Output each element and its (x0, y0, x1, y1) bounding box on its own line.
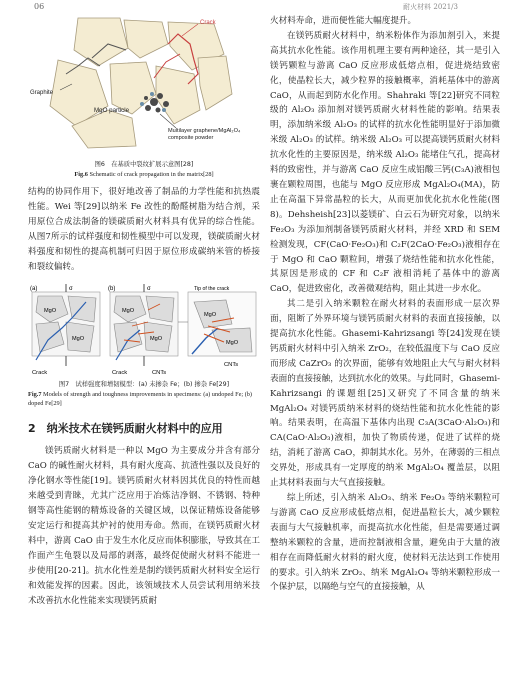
fig6-caption-cn: 图6 在基质中裂纹扩展示意图[28] (94, 161, 194, 168)
fig7-mgo-a2: MgO (72, 336, 85, 343)
fig6-caption-en-label: Fig.6 (74, 171, 88, 178)
right-column (270, 14, 500, 595)
fig7-sigma-a: σ (69, 286, 73, 293)
fig7-caption-en-label: Fig.7 (28, 391, 42, 399)
fig7-mgo-c2: MgO (226, 340, 239, 347)
fig7-caption-cn: 图7 试样强度和增韧模型：(a) 未掺杂 Fe；(b) 掺杂 Fe[29] (58, 381, 230, 389)
fig6-crack-label: Crack (200, 20, 216, 26)
fig7-mgo-c1: MgO (204, 312, 217, 319)
fig7-mgo-b2: MgO (150, 336, 163, 343)
right-paragraph-3: 其二是引入纳米颗粒在耐火材料的表面形成一层次界面，阻断了外界环境与镁钙质耐火材料的表面直接接触，以提高抗水化性能。Ghasemi-Kahrizsangi 等[24]发现在镁钙质耐火材料中引入纳米 ZrO₂，在较低温度下与 CaO 反应而形成 CaZrO₃ 的次界面，能够有效地阻止大气与耐火材料表面的直接接触，达到抗水化的效果。与此同时，Ghasemi-Kahrizsangi 的课题组[25]又研究了不同含量的纳米 MgAl₂O₄ 对镁钙质纳米材料的烧结性能和抗水化性能的影响。结果表明，在高温下基体内出现 C₃A(3CaO·Al₂O₃)和 CA(CaO·Al₂O₃)液相，加快了物质传递，促进了试样的烧结，消耗了游离 CaO，抑制其水化。另外，在薄弱的三相点交界处，形成具有一定厚度的纳米 MgAl₂O₄ 覆盖层，以阻止其材料表面与大气直接接触。 (270, 299, 500, 489)
fig7-caption-en (28, 390, 260, 408)
right-paragraph-1: 火材料寿命，进而便性能大幅度提升。 (270, 16, 417, 26)
fig7-tip-label: Tip of the crack (194, 286, 230, 293)
fig7-mgo-b1: MgO (122, 308, 135, 315)
right-paragraph-4: 综上所述，引入纳米 Al₂O₃、纳米 Fe₂O₃ 等纳米颗粒可与游离 CaO 反应形成低熔点相，促进晶粒长大，减少颗粒表面与大气接触机率，而提高抗水化性能，但是需要通过调整纳米颗粒的含量，进而控制液相含量，避免由于大量的液相存在而降低耐火材料的耐火度，使材料无法达到工作使用的要求。引入纳米 ZrO₂、纳米 MgAl₂O₄ 等纳米颗粒形成一个保护层，以隔绝与空气的直接接触，从 (270, 493, 500, 593)
figure-7 (28, 282, 260, 378)
fig7-cnts-c: CNTs (224, 362, 239, 369)
fig7-sigma-b: σ (147, 286, 151, 293)
figure-6 (28, 14, 260, 154)
fig7-caption-en-text: Models of strength and toughness improvements in specimens: (a) undoped Fe; (b) doped Fe[29] (28, 391, 253, 408)
fig6-caption-en-text: Schematic of crack propagation in the matrix[28] (89, 171, 214, 178)
fig6-composite-label: Multilayer graphene/MgAl₂O₄ composite powder (168, 128, 241, 141)
right-paragraph-2: 在镁钙质耐火材料中，纳米粉体作为添加剂引入，来提高其抗水化性能。该作用机理主要有两种途径，其一是引入镁钙颗粒与游离 CaO 反应形成低熔点相，促进烧结致密化，使晶粒长大，减少粒界的接触概率，消耗基体中的游离 CaO，从而起到防水化作用。Shahraki 等[22]研究不同粒级的 Al₂O₃ 添加剂对镁钙质耐火材料性能的影响。结果表明，添加纳米级 Al₂O₃ 的试样的抗水化性能明显好于添加微米级 Al₂O₃ 的试样。纳米级 Al₂O₃ 可以提高镁钙质耐火材料抗水化性的主要原因是，纳米级 Al₂O₃ 能堵住气孔，提高材料的致密性，并与游离 CaO 反应生成铝酸三钙(C₃A)液相包裹在颗粒周围，也能与 MgO 反应形成 MgAl₂O₄(MA)，防止在高温下异常晶粒的长大，从而更加优化抗水化性能(图8)。Dehsheish[23]以菱镁矿、白云石为研究对象，以纳米 Fe₂O₃ 为添加剂制备镁钙质耐火材料，并经 XRD 和 SEM 检测发现，CF(CaO·Fe₂O₃)和 C₂F(2CaO·Fe₂O₃)液相存在于 MgO 和 CaO 颗粒间，增强了烧结性能和抗水化性能，其原因是形成的 CF 和 C₂F 液相消耗了基体中的游离 CaO，促进致密化，改善微观结构，阻止其进一步水化。 (270, 30, 500, 295)
fig7-crack-a: Crack (32, 370, 48, 377)
running-head: 耐火材料 2021/3 (403, 3, 458, 11)
fig7-crack-b: Crack (112, 370, 128, 377)
left-column (28, 14, 260, 608)
fig7-mgo-a1: MgO (44, 308, 57, 315)
fig7-panel-b-label: (b) (108, 286, 116, 293)
fig7-panel-a-label: (a) (30, 286, 38, 293)
left-paragraph-2: 镁钙质耐火材料是一种以 MgO 为主要成分并含有部分 CaO 的碱性耐火材料，具有耐火度高、抗渣性强以及良好的净化钢水等性能[19]。镁钙质耐火材料因其优良的特性而越来越受到青睐，尤其广泛应用于冶炼洁净钢、不锈钢、特种钢等高性能钢的精炼设备的关键区域，以保证精炼设备能够安定运行和提高其炉衬的使用寿命。然而，在镁钙质耐火材料中，游离 CaO 由于发生水化反应而体积膨胀，导致其在工作面产生龟裂以及局部的剥落，最终促使耐火材料不能进一步使用[20-21]。抗水化性差是制约镁钙质耐火材料安全运行和效能发挥的因素。因此，该领域技术人员尝试利用纳米技术改善抗水化性能来实现镁钙质耐 (28, 446, 260, 606)
fig6-mgo-label: MgO particle (94, 107, 130, 114)
figure-7-diagram (28, 282, 260, 378)
left-paragraph-1: 结构的协同作用下，很好地改善了制品的力学性能和抗热震性能。Wei 等[29]以纳米 Fe 改性的酚醛树脂为结合剂，采用原位合成法制备的镁碳质耐火材料具有优异的综合性能。从图7所示的试样强度和韧性模型中可以发现，镁碳质耐火材料强度和韧性的提高机制可归因于原位形成碳纳米管的桥接和裂纹偏转。 (28, 187, 260, 272)
section-heading: 2 纳米技术在镁钙质耐火材料中的应用 (28, 422, 223, 436)
page-number: 06 (34, 2, 45, 11)
fig7-cnts-b: CNTs (152, 370, 167, 377)
fig6-graphite-label: Graphite (30, 90, 54, 96)
fig6-caption-en (28, 170, 260, 179)
